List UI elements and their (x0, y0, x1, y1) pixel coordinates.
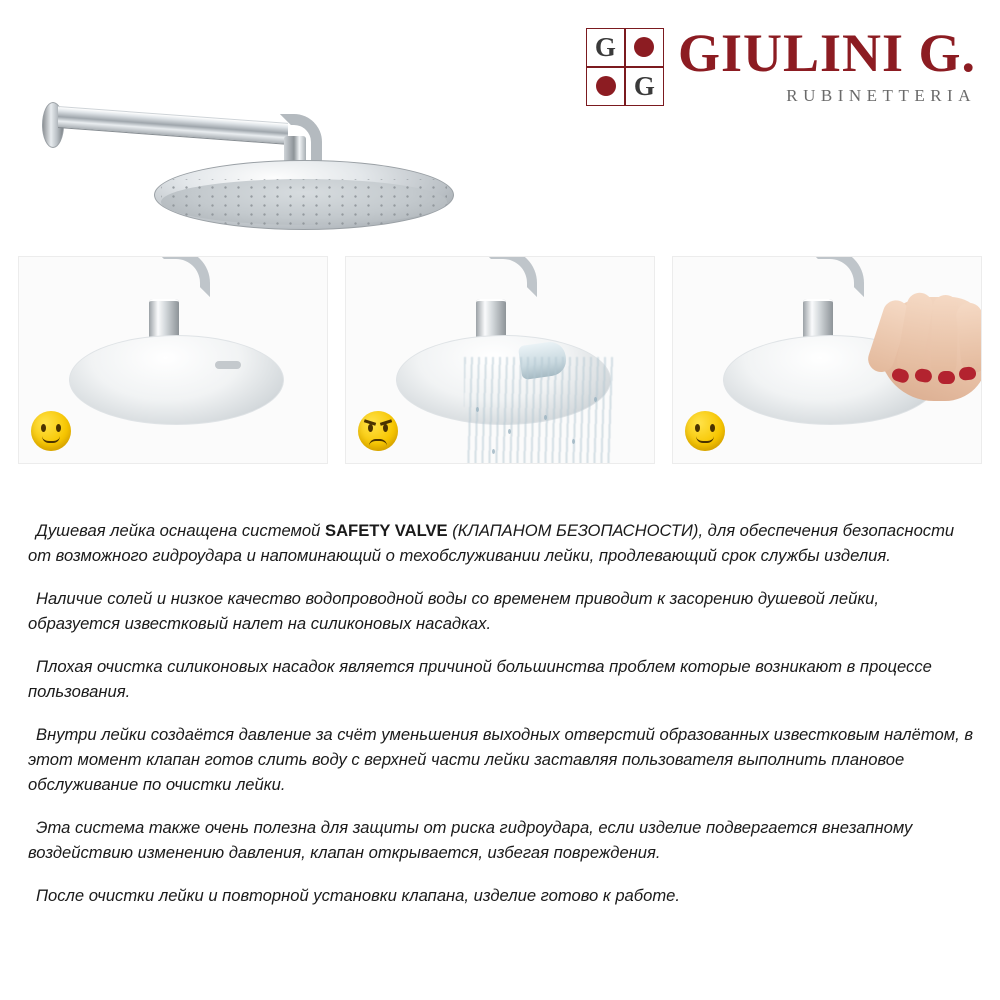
cleaning-hand (857, 271, 982, 421)
logo-mark-icon (586, 28, 664, 106)
water-droplet (492, 449, 495, 454)
safety-valve-slot (215, 361, 241, 369)
emoji-eye (695, 424, 700, 432)
shower-head-face (161, 179, 447, 225)
emoji-eye (710, 424, 715, 432)
smiling-face-emoji (685, 411, 725, 451)
inlet-pipe (154, 256, 210, 297)
water-droplet (572, 439, 575, 444)
brand-name: GIULINI G. (677, 23, 976, 83)
emoji-mouth (42, 436, 60, 443)
emphasis-text: SAFETY VALVE (325, 521, 448, 540)
logo-dot-icon (634, 37, 654, 57)
emoji-mouth (696, 436, 714, 443)
emoji-eye (368, 424, 373, 432)
logo-wordmark (677, 23, 976, 106)
shower-arm (58, 106, 288, 145)
water-droplet (476, 407, 479, 412)
water-stream (464, 357, 614, 464)
description-text (28, 518, 974, 926)
logo-cell-4: G (625, 67, 664, 106)
paragraph (28, 518, 974, 568)
paragraph-text: После очистки лейки и повторной установки клапана, изделие готово к работе. (36, 886, 681, 905)
emoji-eye (383, 424, 388, 432)
hand-finger (930, 295, 959, 378)
paragraph-text: (КЛАПАНОМ БЕЗОПАСНОСТИ), для обеспечения безопасности от возможного гидроудара и напоминающий о техобслуживании лейки, продлевающий срок службы изделия. (28, 521, 955, 565)
paragraph-text: Плохая очистка силиконовых насадок является причиной большинства проблем которые возникают в процессе пользования. (28, 657, 932, 701)
paragraph-text: Внутри лейки создаётся давление за счёт уменьшения выходных отверстий образованных известковым налётом, в этот момент клапан готов слить воду с верхней части лейки заставляя пользователя выполнить плановое обслуживание по очистки лейки. (28, 725, 973, 794)
paragraph-text: Эта система также очень полезна для защиты от риска гидроудара, если изделие подвергается внезапному воздействию изменению давления, клапан открывается, избегая повреждения. (28, 818, 913, 862)
water-droplet (544, 415, 547, 420)
paragraph (28, 883, 974, 908)
shower-head (154, 160, 454, 230)
paragraph (28, 815, 974, 865)
shower-head-disc (69, 335, 284, 425)
hero-product-image (34, 40, 454, 210)
logo-dot-icon (596, 76, 616, 96)
brand-logo (586, 23, 976, 106)
step-panel-3 (672, 256, 982, 464)
paragraph-text: Наличие солей и низкое качество водопроводной воды со временем приводит к засорению душевой лейки, образуется известковый налет на силиконовых насадках. (28, 589, 879, 633)
emoji-eye (41, 424, 46, 432)
paragraph (28, 722, 974, 797)
paragraph-text: Душевая лейка оснащена системой (36, 521, 325, 540)
angry-face-emoji (358, 411, 398, 451)
water-droplet (594, 397, 597, 402)
step-panels (18, 256, 982, 464)
shower-nozzles (161, 179, 447, 225)
logo-cell-1: G (586, 28, 625, 67)
brand-tagline: RUBINETTERIA (786, 86, 976, 105)
inlet-pipe (808, 256, 864, 297)
inlet-pipe (481, 256, 537, 297)
fingernail (938, 371, 955, 384)
emoji-eye (56, 424, 61, 432)
water-droplet (508, 429, 511, 434)
neutral-face-emoji (31, 411, 71, 451)
paragraph (28, 586, 974, 636)
step-panel-2 (345, 256, 655, 464)
emoji-mouth (369, 439, 387, 446)
step-panel-1 (18, 256, 328, 464)
paragraph (28, 654, 974, 704)
